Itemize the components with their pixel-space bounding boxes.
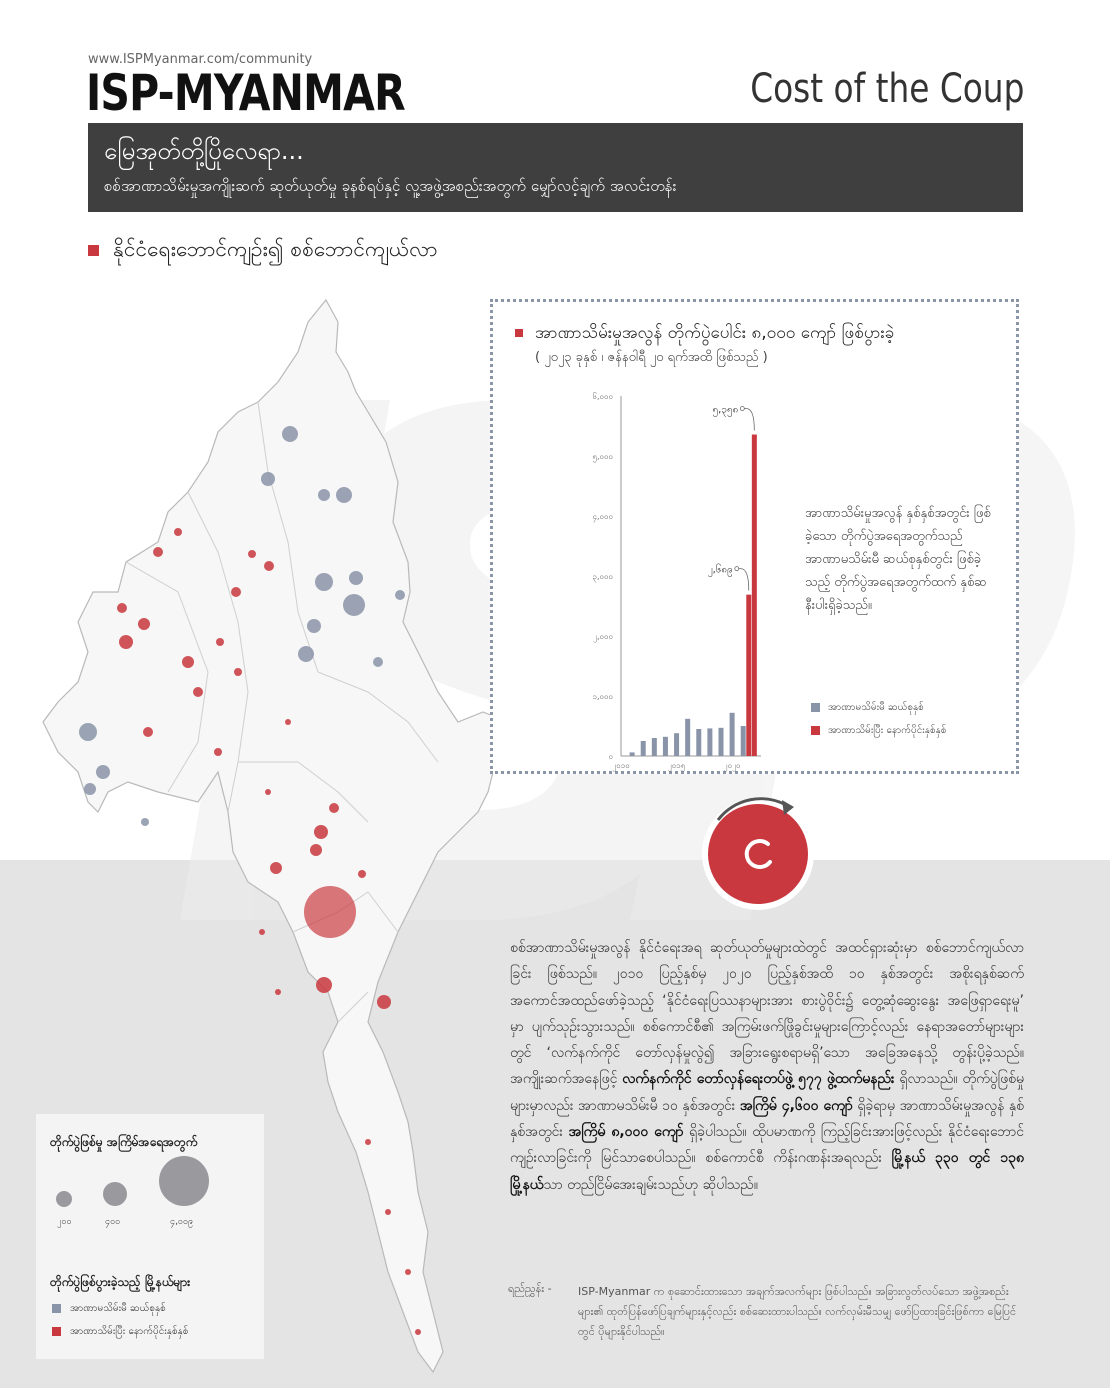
- legend-swatch: [52, 1327, 61, 1336]
- data-label-dot: [735, 567, 739, 571]
- data-label: ၅,၃၅၈: [712, 404, 739, 416]
- chart-legend-item: [811, 700, 946, 715]
- banner-subtitle: စစ်အာဏာသိမ်းမှုအကျိုးဆက် ဆုတ်ယုတ်မှု ခုနစ်ရပ်နှင့် လူ့အဖွဲ့အစည်းအတွက် မျှော်လင့်ချက် အလင်းတန်း: [104, 177, 677, 195]
- cost-of-coup-emblem: [698, 790, 818, 910]
- size-label: ၂၀၀: [57, 1217, 72, 1227]
- legend-swatch: [52, 1304, 61, 1313]
- chart-legend: [811, 700, 946, 746]
- chart-title-text: အာဏာသိမ်းမှုအလွန် တိုက်ပွဲပေါင်း ၈,၀၀၀ ကျော် ဖြစ်ပွားခဲ့: [535, 323, 895, 343]
- data-label-leader: [735, 569, 749, 591]
- section-heading: [88, 236, 438, 267]
- x-tick-label: ၂၀၁၅: [667, 761, 686, 770]
- y-tick-label: ၁,၀၀၀: [592, 692, 613, 701]
- chart-annotation: အာဏာသိမ်းမှုအလွန် နှစ်နှစ်အတွင်း ဖြစ်ခဲ့သော တိုက်ပွဲအရေအတွက်သည် အာဏာမသိမ်းမီ ဆယ်စုနှစ်တွင်း ဖြစ်ခဲ့သည့် တိုက်ပွဲအရေအတွက်ထက် နှစ်ဆနီးပါးရှိခဲ့သည်။: [805, 506, 991, 613]
- y-tick-label: ၃,၀၀၀: [592, 572, 613, 581]
- legend-label: အာဏာမသိမ်းမီ ဆယ်စုနှစ်: [828, 702, 924, 713]
- chart-bar: [746, 595, 751, 756]
- chart-bar: [696, 729, 701, 756]
- size-label: ၄,၀၀၉: [170, 1217, 194, 1227]
- map-legend-item: [52, 1324, 188, 1339]
- body-paragraph: [510, 935, 1024, 1198]
- y-tick-label: ၂,၀၀၀: [593, 632, 613, 641]
- legend-swatch: [811, 726, 820, 735]
- chart-bar: [630, 752, 635, 756]
- chart-bar: [741, 726, 746, 756]
- body-emphasis: လက်နက်ကိုင် တော်လှန်ရေးတပ်ဖွဲ့ ၅၇၇ ဖွဲ့ထက်မနည်း: [622, 1071, 895, 1088]
- legend-label: အာဏာသိမ်းပြီး နောက်ပိုင်းနှစ်နှစ်: [828, 725, 947, 736]
- chart-subtitle: ( ၂၀၂၃ ခုနှစ် ၊ ဇန်နဝါရီ ၂၀ ရက်အထိ ဖြစ်သည် ): [535, 350, 768, 365]
- chart-bar: [730, 713, 735, 756]
- chart-legend-item: [811, 723, 946, 738]
- size-label: ၄၀၀: [105, 1217, 121, 1227]
- chart-bar: [707, 728, 712, 756]
- note-text: ISP-Myanmar က စုဆောင်းထားသော အချက်အလက်များ ဖြစ်ပါသည်။ အခြားလွတ်လပ်သော အဖွဲ့အစည်းများ၏ ထုတ်ပြန်ဖော်ပြချက်များနှင့်လည်း စစ်ဆေးထားပါသည်။ လက်လှမ်းမီသမျှ ဖော်ပြထားခြင်းဖြစ်ကာ မြေပြင်တွင် ပိုများနိုင်ပါသည်။: [578, 1285, 1017, 1338]
- brand-logo-text: ISP-MYANMAR: [86, 64, 405, 122]
- conflict-chart-panel: [490, 299, 1019, 774]
- chart-bar: [641, 741, 646, 756]
- series-title: Cost of the Coup: [749, 66, 1024, 112]
- chart-bar: [685, 719, 690, 756]
- body-text-part: သာ တည်ငြိမ်အေးချမ်းသည်ဟု ဆိုပါသည်။: [543, 1176, 758, 1193]
- note-label: ရည်ညွှန်း -: [508, 1282, 552, 1295]
- y-tick-label: ၆,၀၀၀: [592, 392, 613, 401]
- size-circle-medium: [103, 1182, 127, 1206]
- size-legend-circles: [36, 1144, 264, 1254]
- y-tick-label: ၄,၀၀၀: [592, 512, 613, 521]
- section-heading-text: နိုင်ငံရေးဘောင်ကျဉ်း၍ စစ်ဘောင်ကျယ်လာ: [113, 237, 438, 261]
- map-legend-item: [52, 1301, 166, 1316]
- map-legend-size-title: တိုက်ပွဲဖြစ်မှု အကြိမ်အရေအတွက်: [50, 1135, 198, 1149]
- body-emphasis: အကြိမ် ၄,၆၀၀ ကျော်: [739, 1097, 853, 1114]
- chart-bar: [674, 733, 679, 756]
- data-label-dot: [740, 407, 744, 411]
- y-tick-label: ၅,၀၀၀: [592, 452, 613, 461]
- body-emphasis: မြို့နယ် ၃၃၀ တွင် ၁၃၈ မြို့နယ်: [510, 1150, 1024, 1193]
- body-text-part: ရှိခဲ့ရာမှ အာဏာသိမ်းမှုအလွန် နှစ်နှစ်အတွင်း: [510, 1097, 1025, 1141]
- map-legend: [36, 1114, 264, 1359]
- map-legend-location-title: တိုက်ပွဲဖြစ်ပွားခဲ့သည့် မြို့နယ်များ: [50, 1275, 191, 1289]
- legend-label: အာဏာမသိမ်းမီ ဆယ်စုနှစ်: [70, 1303, 166, 1314]
- legend-swatch: [811, 703, 820, 712]
- body-emphasis: အကြိမ် ၈,၀၀၀ ကျော်: [568, 1124, 684, 1141]
- size-circle-small: [56, 1191, 72, 1207]
- data-label: ၂,၆၈၉: [707, 564, 733, 576]
- body-text-part: ရှိလာသည်။ တိုက်ပွဲဖြစ်မှုများမှာလည်း အာဏာမသိမ်းမီ ၁၀ နှစ်အတွင်း: [510, 1071, 1024, 1114]
- banner-title: မြေအုတ်တို့ပြိုလေရာ...: [104, 137, 304, 165]
- data-label-leader: [740, 409, 754, 431]
- body-text-part: စစ်အာဏာသိမ်းမှုအလွန် နိုင်ငံရေးအရ ဆုတ်ယုတ်မှုများထဲတွင် အထင်ရှားဆုံးမှာ စစ်ဘောင်ကျယ်လာခြင်း ဖြစ်သည်။ ၂၀၁၀ ပြည့်နှစ်မှ ၂၀၂၀ ပြည့်နှစ်အထိ ၁၀ နှစ်အတွင်း အစိုးရနှစ်ဆက် အကောင်အထည်ဖော်ခဲ့သည့် ‘နိုင်ငံရေးပြဿနာများအား စားပွဲဝိုင်း၌ တွေ့ဆုံဆွေးနွေး အဖြေရှာရေးမူ’ မှာ ပျက်သုဉ်းသွားသည်။ စစ်ကောင်စီ၏ အကြမ်းဖက်ဖြိုခွင်းမှုများကြောင့်လည်း နေရာအတော်များများတွင် ‘လက်နက်ကိုင် တော်လှန်မှုလွဲ၍ အခြားရွေးစရာမရှိ’သော အခြေအနေသို့ တွန်းပို့ခဲ့သည်။ အကျိုးဆက်အနေဖြင့်: [510, 940, 1024, 1088]
- chart-bar: [663, 737, 668, 756]
- legend-label: အာဏာသိမ်းပြီး နောက်ပိုင်းနှစ်နှစ်: [70, 1326, 189, 1337]
- chart-bar: [719, 728, 724, 756]
- site-url[interactable]: www.ISPMyanmar.com/community: [88, 52, 313, 67]
- x-tick-label: ၂၀၂၀: [723, 761, 741, 770]
- title-banner: [88, 123, 1023, 212]
- x-tick-label: ၂၀၁၀: [612, 761, 630, 770]
- chart-bar: [752, 435, 757, 756]
- red-square-bullet-icon: [88, 245, 99, 256]
- size-circle-large: [159, 1156, 209, 1206]
- body-text-part: ရှိခဲ့ပါသည်။ ထိုပမာဏကို ကြည့်ခြင်းအားဖြင့်လည်း နိုင်ငံရေးဘောင် ကျဉ်းလာခြင်းကို မြင်သာစေပါသည်။ စစ်ကောင်စီ ကိန်းဂဏန်းအရလည်း: [510, 1124, 1025, 1167]
- y-tick-label: ၀: [608, 752, 613, 761]
- chart-bar: [652, 738, 657, 756]
